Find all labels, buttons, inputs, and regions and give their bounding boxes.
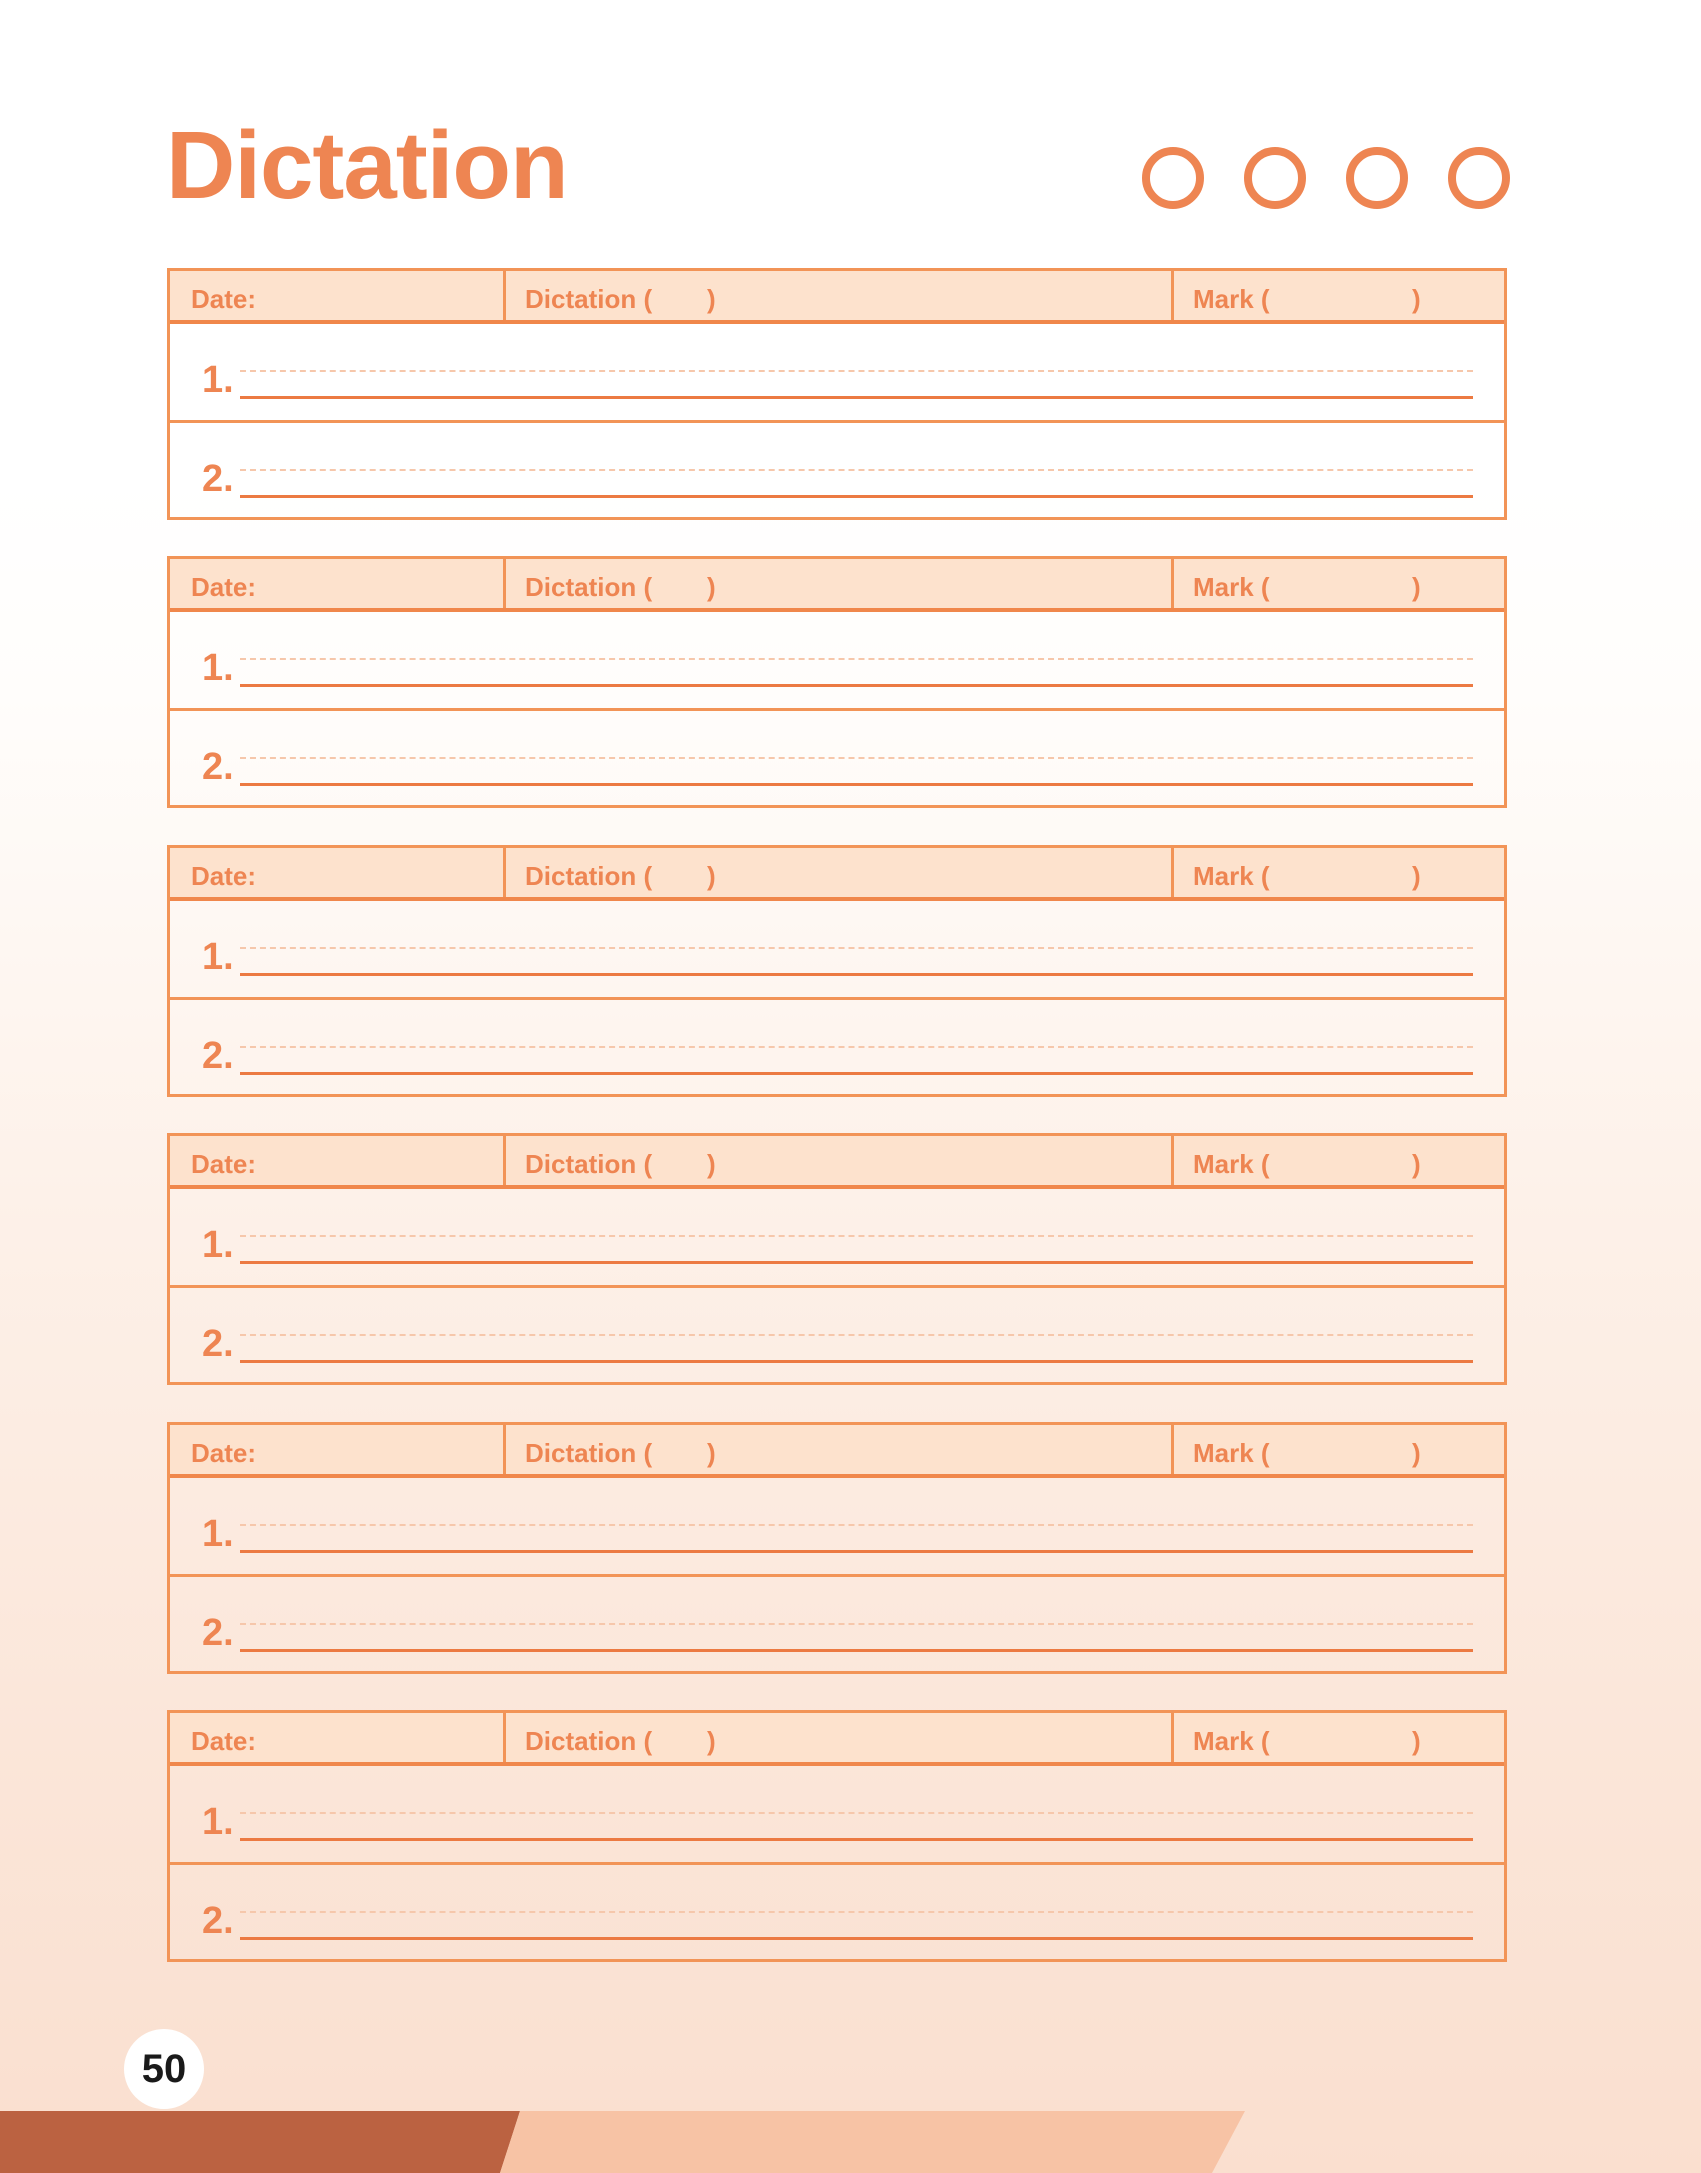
date-label: Date: (191, 1726, 257, 1756)
dashed-guide-line (240, 1046, 1473, 1048)
line-number: 1. (202, 359, 234, 401)
circle-checkbox[interactable] (1448, 147, 1510, 209)
dashed-guide-line (240, 1812, 1473, 1814)
writing-line[interactable] (170, 1288, 1504, 1382)
dashed-guide-line (240, 1235, 1473, 1237)
baseline (240, 1649, 1473, 1652)
writing-line[interactable] (170, 612, 1504, 708)
column-divider (1171, 848, 1174, 897)
block-header (170, 848, 1504, 901)
column-divider (1171, 1713, 1174, 1762)
writing-line[interactable] (170, 324, 1504, 420)
block-header (170, 1136, 1504, 1189)
column-divider (1171, 1425, 1174, 1474)
circle-checkbox[interactable] (1142, 147, 1204, 209)
line-number: 1. (202, 647, 234, 689)
dictation-close-paren: ) (707, 1726, 716, 1756)
baseline (240, 1838, 1473, 1841)
dictation-label: Dictation ( (525, 1438, 653, 1468)
dictation-close-paren: ) (707, 284, 716, 314)
line-number: 2. (202, 1035, 234, 1077)
baseline (240, 1937, 1473, 1940)
block-header (170, 559, 1504, 612)
writing-line[interactable] (170, 1000, 1504, 1094)
dictation-label: Dictation ( (525, 572, 653, 602)
dictation-label: Dictation ( (525, 284, 653, 314)
block-header (170, 1713, 1504, 1766)
column-divider (503, 271, 506, 320)
page-title: Dictation (166, 112, 568, 219)
mark-close-paren: ) (1412, 1438, 1421, 1468)
baseline (240, 684, 1473, 687)
circle-checkbox[interactable] (1244, 147, 1306, 209)
line-number: 1. (202, 1801, 234, 1843)
mark-close-paren: ) (1412, 572, 1421, 602)
dictation-block (167, 556, 1507, 808)
dictation-block (167, 268, 1507, 520)
line-number: 2. (202, 458, 234, 500)
line-number: 2. (202, 1900, 234, 1942)
mark-label: Mark ( (1193, 1438, 1270, 1468)
column-divider (503, 1713, 506, 1762)
line-number: 2. (202, 1612, 234, 1654)
dictation-block (167, 1422, 1507, 1674)
writing-line[interactable] (170, 1577, 1504, 1671)
line-number: 1. (202, 1224, 234, 1266)
writing-line[interactable] (170, 711, 1504, 805)
dictation-close-paren: ) (707, 1438, 716, 1468)
mark-close-paren: ) (1412, 1726, 1421, 1756)
writing-line[interactable] (170, 901, 1504, 997)
baseline (240, 396, 1473, 399)
date-label: Date: (191, 1149, 257, 1179)
dictation-close-paren: ) (707, 1149, 716, 1179)
circle-checkbox[interactable] (1346, 147, 1408, 209)
date-label: Date: (191, 861, 257, 891)
baseline (240, 973, 1473, 976)
mark-close-paren: ) (1412, 1149, 1421, 1179)
date-label: Date: (191, 1438, 257, 1468)
baseline (240, 1261, 1473, 1264)
footer-band-dark (0, 2111, 520, 2173)
baseline (240, 1550, 1473, 1553)
block-header (170, 1425, 1504, 1478)
column-divider (1171, 559, 1174, 608)
dashed-guide-line (240, 1334, 1473, 1336)
dictation-block (167, 1133, 1507, 1385)
dashed-guide-line (240, 469, 1473, 471)
writing-line[interactable] (170, 1478, 1504, 1574)
mark-close-paren: ) (1412, 861, 1421, 891)
baseline (240, 1072, 1473, 1075)
column-divider (503, 1425, 506, 1474)
writing-line[interactable] (170, 1766, 1504, 1862)
dictation-block (167, 845, 1507, 1097)
mark-close-paren: ) (1412, 284, 1421, 314)
writing-line[interactable] (170, 423, 1504, 517)
mark-label: Mark ( (1193, 1149, 1270, 1179)
mark-label: Mark ( (1193, 1726, 1270, 1756)
column-divider (503, 1136, 506, 1185)
baseline (240, 783, 1473, 786)
dictation-close-paren: ) (707, 861, 716, 891)
date-label: Date: (191, 284, 257, 314)
dictation-label: Dictation ( (525, 1726, 653, 1756)
dashed-guide-line (240, 370, 1473, 372)
dashed-guide-line (240, 1911, 1473, 1913)
dashed-guide-line (240, 947, 1473, 949)
dashed-guide-line (240, 1623, 1473, 1625)
dashed-guide-line (240, 757, 1473, 759)
date-label: Date: (191, 572, 257, 602)
dictation-close-paren: ) (707, 572, 716, 602)
mark-label: Mark ( (1193, 572, 1270, 602)
dashed-guide-line (240, 1524, 1473, 1526)
line-number: 1. (202, 1513, 234, 1555)
page-number: 50 (141, 2046, 187, 2091)
dashed-guide-line (240, 658, 1473, 660)
page-number-badge (124, 2029, 204, 2109)
line-number: 2. (202, 1323, 234, 1365)
footer-band-light (500, 2111, 1245, 2173)
mark-label: Mark ( (1193, 284, 1270, 314)
dictation-block (167, 1710, 1507, 1962)
mark-label: Mark ( (1193, 861, 1270, 891)
baseline (240, 495, 1473, 498)
checkbox-circles (1142, 147, 1510, 209)
footer-band (0, 2111, 1701, 2173)
column-divider (1171, 1136, 1174, 1185)
column-divider (503, 559, 506, 608)
column-divider (1171, 271, 1174, 320)
dictation-label: Dictation ( (525, 1149, 653, 1179)
block-header (170, 271, 1504, 324)
dictation-label: Dictation ( (525, 861, 653, 891)
writing-line[interactable] (170, 1189, 1504, 1285)
baseline (240, 1360, 1473, 1363)
column-divider (503, 848, 506, 897)
line-number: 1. (202, 936, 234, 978)
line-number: 2. (202, 746, 234, 788)
writing-line[interactable] (170, 1865, 1504, 1959)
